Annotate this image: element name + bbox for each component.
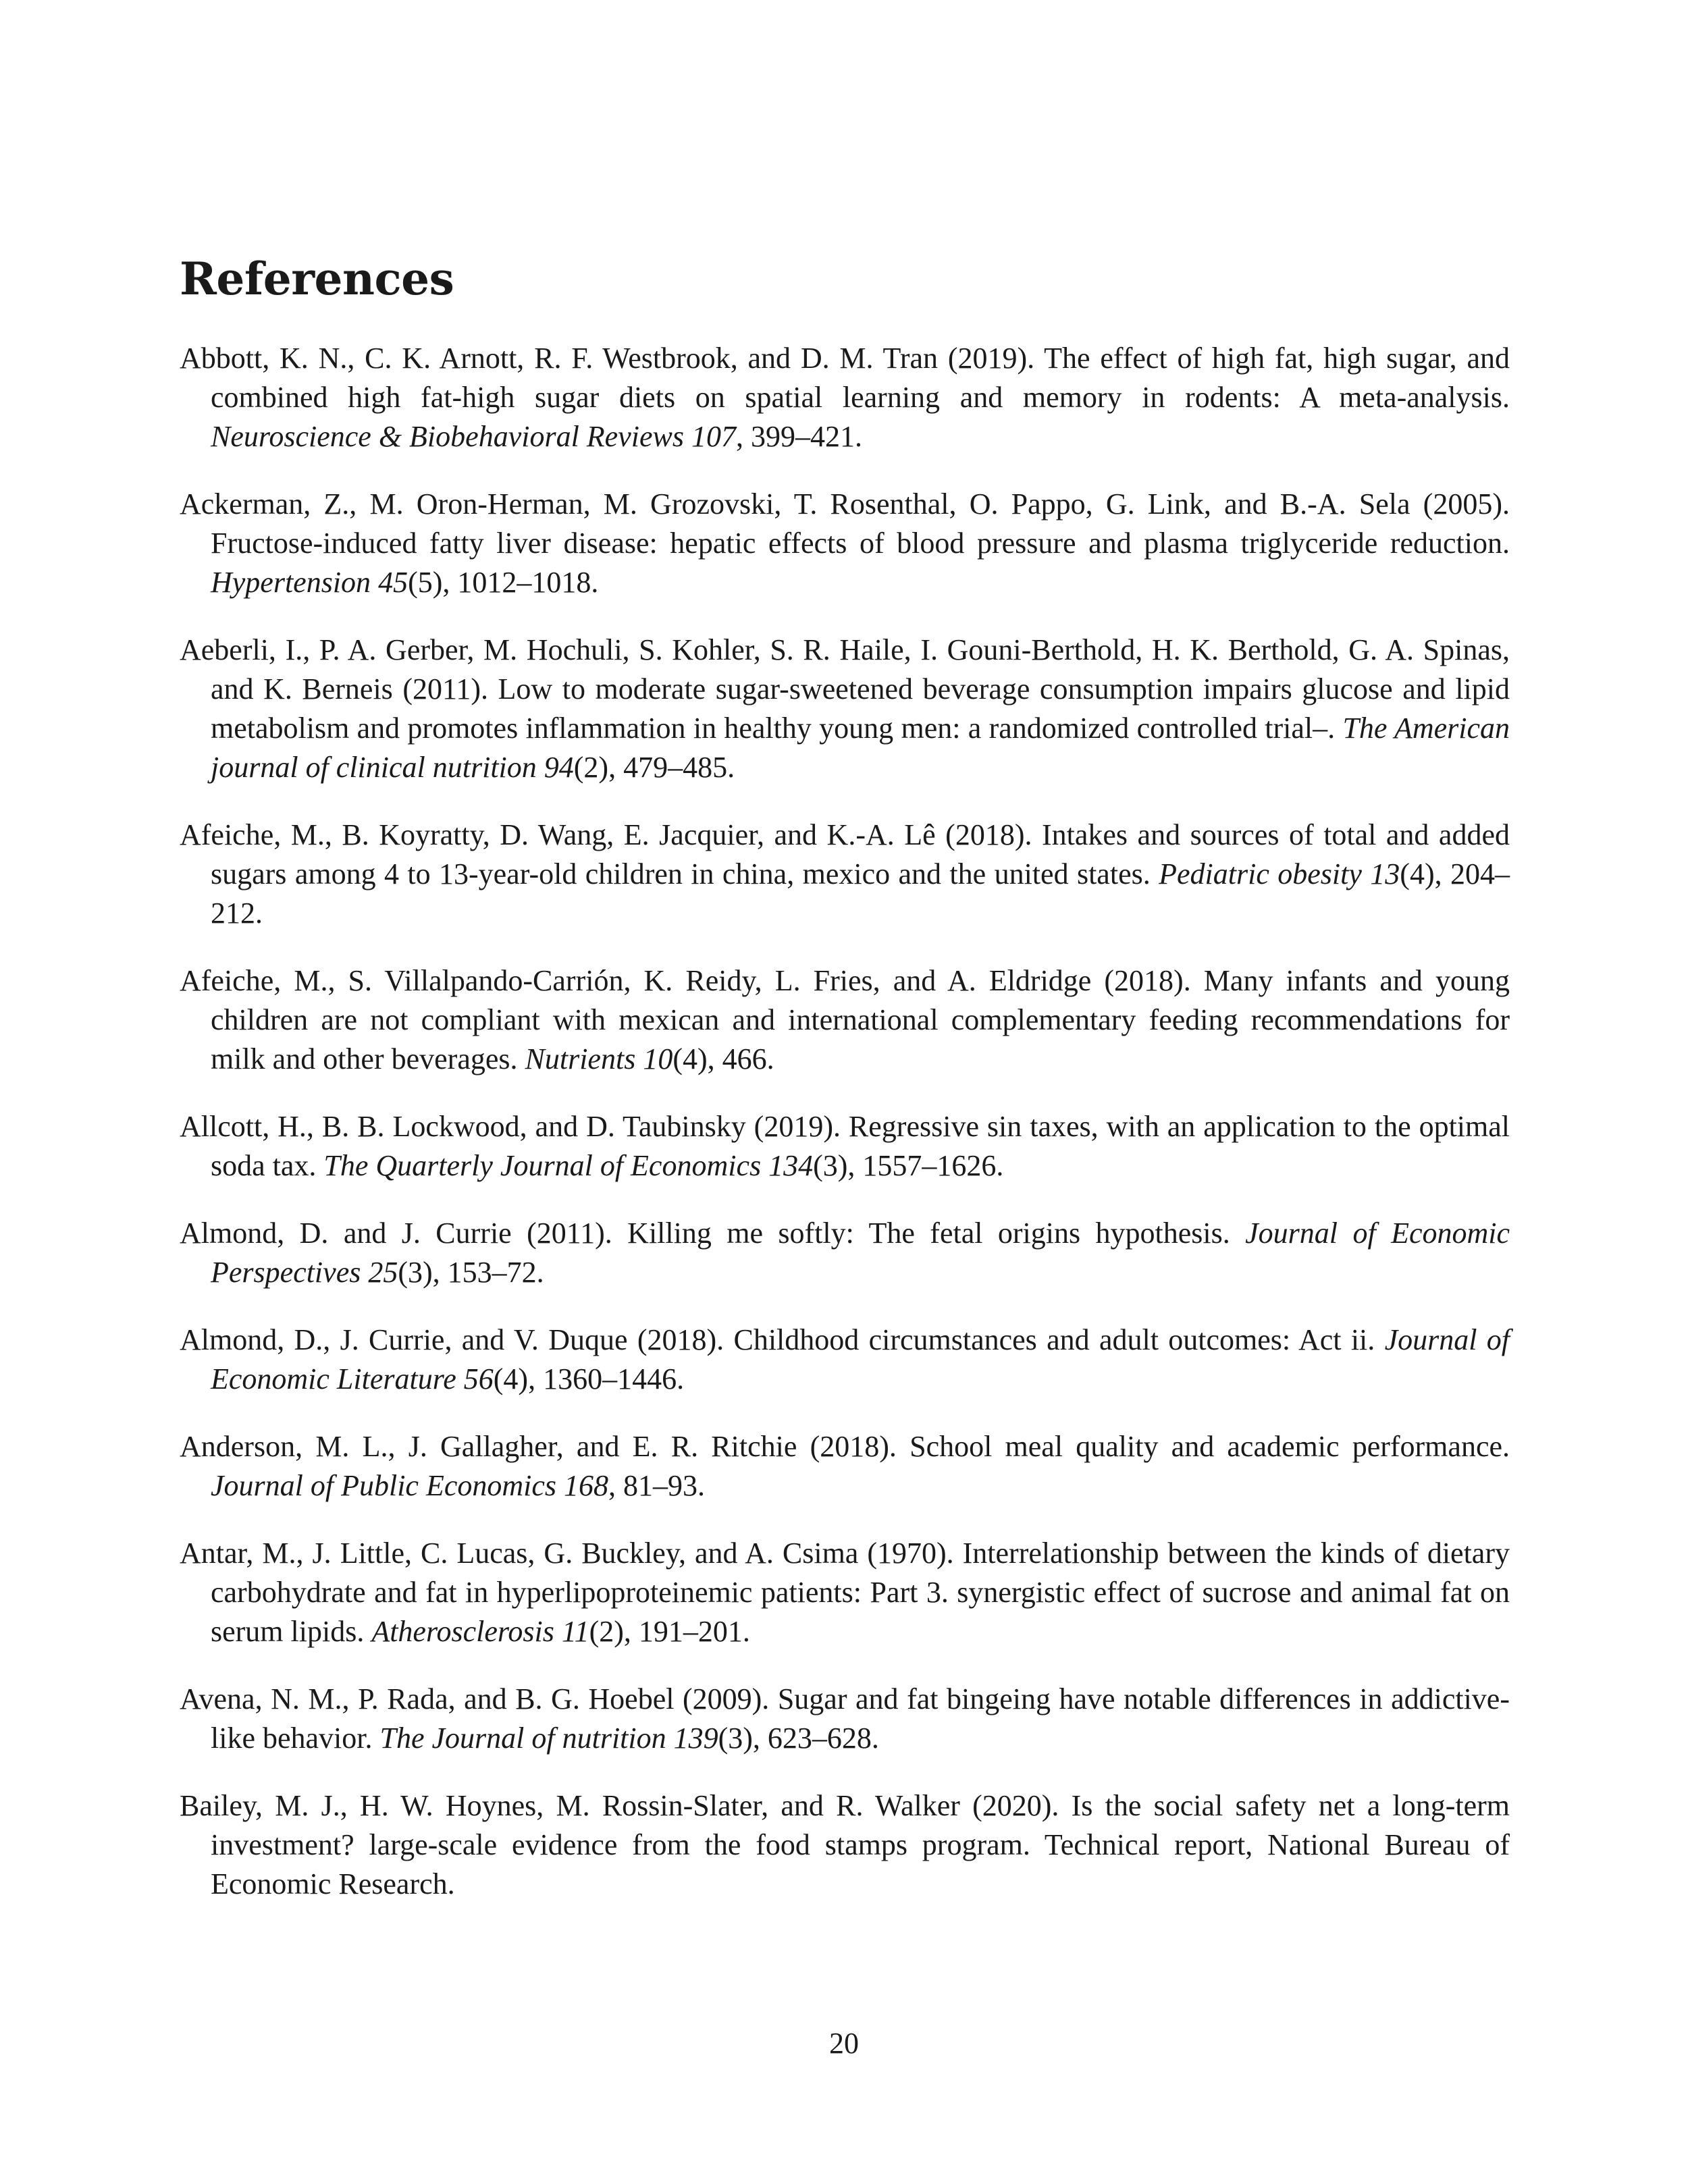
reference-text: Almond, D. and J. Currie (2011). Killing me softly: The fetal origins hypothesis. [180,1217,1230,1250]
reference-text: Antar, M., J. Little, C. Lucas, G. Buckley, and A. Csima (1970). Interrelationship between the kinds of dietary carbohydrate and fat in hyperlipoproteinemic patients: Part 3. synergistic effect of sucrose and animal fat on serum lipids. [180,1537,1510,1648]
reference-entry [180,631,1510,787]
section-title: References [180,252,454,305]
reference-pages: (3), 153–72. [398,1256,544,1289]
reference-venue: Journal of Economic Literature [211,1323,1510,1395]
reference-entry [180,816,1510,933]
reference-venue: The Quarterly Journal of Economics [323,1149,762,1182]
reference-pages: , 399–421. [735,420,862,453]
reference-text: Afeiche, M., S. Villalpando-Carrión, K. Reidy, L. Fries, and A. Eldridge (2018). Many infants and young children are not compliant with mexican and international complementary feeding recommendations for milk and other beverages. [180,964,1510,1075]
reference-entry [180,1214,1510,1292]
reference-text: Abbott, K. N., C. K. Arnott, R. F. Westbrook, and D. M. Tran (2019). The effect of high fat, high sugar, and combined high fat-high sugar diets on spatial learning and memory in rodents: A meta-analysis. [180,342,1510,414]
reference-venue: Pediatric obesity [1159,857,1362,890]
reference-volume: 168 [564,1469,609,1502]
reference-entry [180,1321,1510,1399]
reference-entry [180,1427,1510,1506]
reference-entry [180,1786,1510,1904]
reference-text: Aeberli, I., P. A. Gerber, M. Hochuli, S. Kohler, S. R. Haile, I. Gouni-Berthold, H. K. Berthold, G. A. Spinas, and K. Berneis (2011). Low to moderate sugar-sweetened beverage consumption impairs glucose and lipid metabolism and promotes inflammation in healthy young men: a randomized controlled trial–. [180,633,1510,745]
reference-text: Afeiche, M., B. Koyratty, D. Wang, E. Jacquier, and K.-A. Lê (2018). Intakes and sources of total and added sugars among 4 to 13-year-old children in china, mexico and the united states. [180,818,1510,890]
reference-list [180,339,1510,1904]
reference-venue: The Journal of nutrition [379,1722,666,1755]
reference-text: Anderson, M. L., J. Gallagher, and E. R. Ritchie (2018). School meal quality and academic performance. [180,1430,1510,1463]
reference-pages: , 81–93. [608,1469,706,1502]
reference-pages: (4), 1360–1446. [493,1362,685,1395]
reference-text: Avena, N. M., P. Rada, and B. G. Hoebel (2009). Sugar and fat bingeing have notable differences in addictive-like behavior. [180,1682,1510,1755]
reference-entry [180,339,1510,456]
reference-venue: Journal of Economic Perspectives [211,1217,1510,1289]
reference-volume: 13 [1370,857,1400,890]
reference-entry [180,485,1510,602]
reference-text: Ackerman, Z., M. Oron-Herman, M. Grozovski, T. Rosenthal, O. Pappo, G. Link, and B.-A. Sela (2005). Fructose-induced fatty liver disease: hepatic effects of blood pressure and plasma triglyceride reduction. [180,487,1510,560]
reference-volume: 45 [378,566,408,599]
reference-pages: (3), 1557–1626. [813,1149,1004,1182]
reference-venue: The American journal of clinical nutrition [211,712,1510,784]
reference-entry [180,1107,1510,1186]
reference-venue: Neuroscience & Biobehavioral Reviews [211,420,684,453]
page-number: 20 [829,2027,859,2060]
reference-pages: (5), 1012–1018. [408,566,599,599]
reference-venue: Atherosclerosis [371,1615,554,1648]
reference-pages: (3), 623–628. [718,1722,879,1755]
reference-venue: Hypertension [211,566,371,599]
reference-volume: 139 [673,1722,718,1755]
reference-entry [180,1680,1510,1758]
reference-text: Bailey, M. J., H. W. Hoynes, M. Rossin-Slater, and R. Walker (2020). Is the social safety net a long-term investment? large-scale evidence from the food stamps program. Technical report, National Bureau of Economic Research. [180,1789,1510,1900]
reference-volume: 134 [768,1149,814,1182]
reference-text: Almond, D., J. Currie, and V. Duque (2018). Childhood circumstances and adult outcomes: Act ii. [180,1323,1375,1356]
reference-volume: 10 [643,1042,673,1075]
reference-volume: 25 [368,1256,398,1289]
reference-pages: (2), 191–201. [589,1615,750,1648]
reference-entry [180,1534,1510,1651]
reference-pages: (4), 204–212. [211,857,1510,930]
reference-venue: Nutrients [525,1042,636,1075]
references-section [180,252,1510,1932]
reference-volume: 56 [463,1362,494,1395]
reference-volume: 94 [544,751,574,784]
reference-text: Allcott, H., B. B. Lockwood, and D. Taubinsky (2019). Regressive sin taxes, with an application to the optimal soda tax. [180,1110,1510,1182]
reference-volume: 11 [561,1615,589,1648]
reference-entry [180,961,1510,1079]
reference-volume: 107 [691,420,736,453]
reference-pages: (2), 479–485. [573,751,735,784]
reference-pages: (4), 466. [672,1042,774,1075]
reference-venue: Journal of Public Economics [211,1469,557,1502]
